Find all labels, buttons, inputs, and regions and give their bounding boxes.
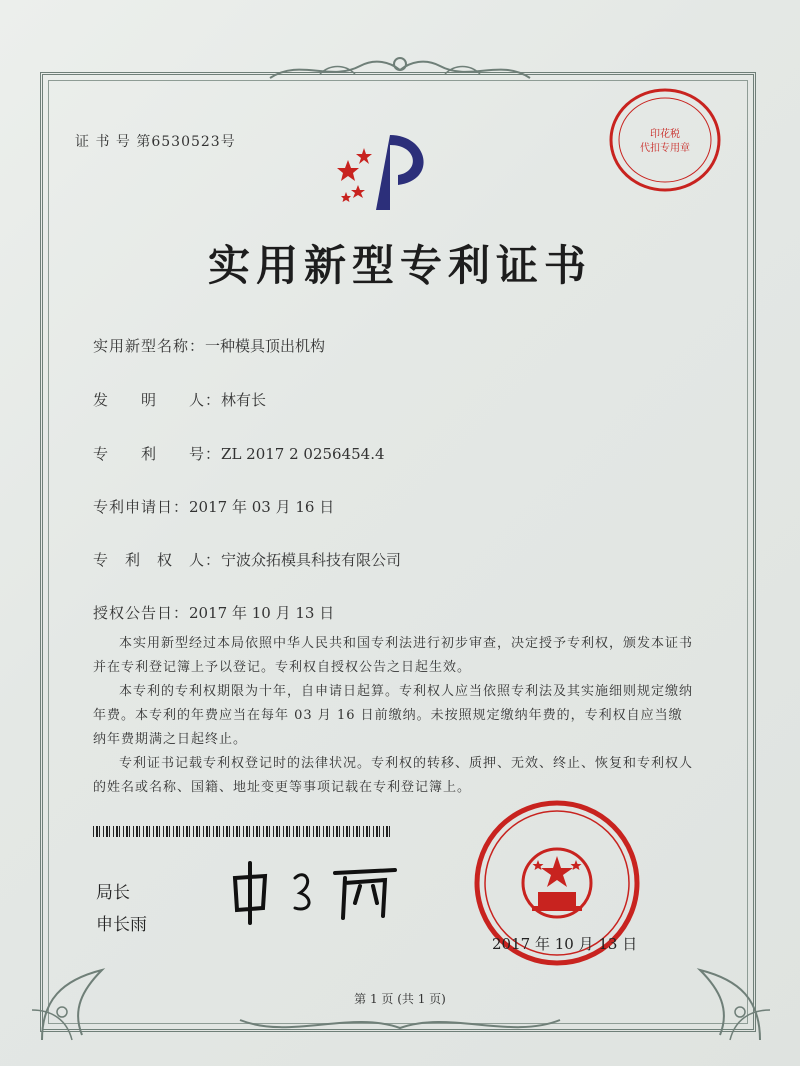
body-paragraph: 专利证书记载专利权登记时的法律状况。专利权的转移、质押、无效、终止、恢复和专利权人的姓名或名称、国籍、地址变更等事项记载在专利登记簿上。 (93, 756, 694, 795)
field-patentee (93, 549, 401, 570)
bottom-center-ornament (230, 1010, 570, 1040)
tax-seal-stamp (605, 85, 725, 195)
body-paragraph: 本专利的专利权期限为十年，自申请日起算。专利权人应当依照专利法及其实施细则规定缴纳年费。本专利的年费应当在每年 03 月 16 日前缴纳。未按照规定缴纳年费的，专利权自应当缴纳年费期满之日起终止。 (93, 684, 694, 747)
field-value: 2017 年 03 月 16 日 (189, 498, 335, 516)
director-name: 申长雨 (96, 915, 147, 935)
body-paragraph: 本实用新型经过本局依照中华人民共和国专利法进行初步审查，决定授予专利权，颁发本证书并在专利登记簿上予以登记。专利权自授权公告之日起生效。 (93, 636, 694, 675)
svg-text:代扣专用章: 代扣专用章 (640, 143, 690, 154)
field-label: 授权公告日： (93, 604, 190, 622)
page-footer: 第 1 页 (共 1 页) (354, 992, 446, 1006)
seal-date: 2017 年 10 月 13 日 (492, 935, 638, 953)
certificate-number: 证 书 号 第6530523号 (75, 134, 236, 150)
field-patent-number (93, 443, 385, 464)
top-ornament (260, 52, 540, 88)
barcode (93, 826, 393, 837)
field-value: 林有长 (221, 391, 267, 409)
field-value: 一种模具顶出机构 (205, 337, 326, 355)
field-utility-model-name (93, 335, 325, 356)
field-inventor (93, 389, 266, 410)
handwritten-signature (225, 858, 405, 928)
director-title: 局长 (96, 883, 130, 903)
field-label: 专 利 号： (93, 445, 222, 463)
svg-text:印花税: 印花税 (650, 129, 680, 140)
patent-office-logo-icon (328, 130, 448, 220)
certificate-title: 实用新型专利证书 (207, 241, 592, 290)
field-label: 发 明 人： (93, 391, 222, 409)
field-label: 专 利 权 人： (93, 551, 222, 569)
field-grant-date (93, 602, 334, 623)
certificate-body (93, 632, 693, 800)
field-value: 宁波众拓模具科技有限公司 (221, 551, 402, 569)
field-value: ZL 2017 2 0256454.4 (221, 445, 385, 463)
field-value: 2017 年 10 月 13 日 (189, 604, 335, 622)
field-label: 实用新型名称： (93, 337, 206, 355)
field-label: 专利申请日： (93, 498, 190, 516)
field-filing-date (93, 496, 334, 517)
